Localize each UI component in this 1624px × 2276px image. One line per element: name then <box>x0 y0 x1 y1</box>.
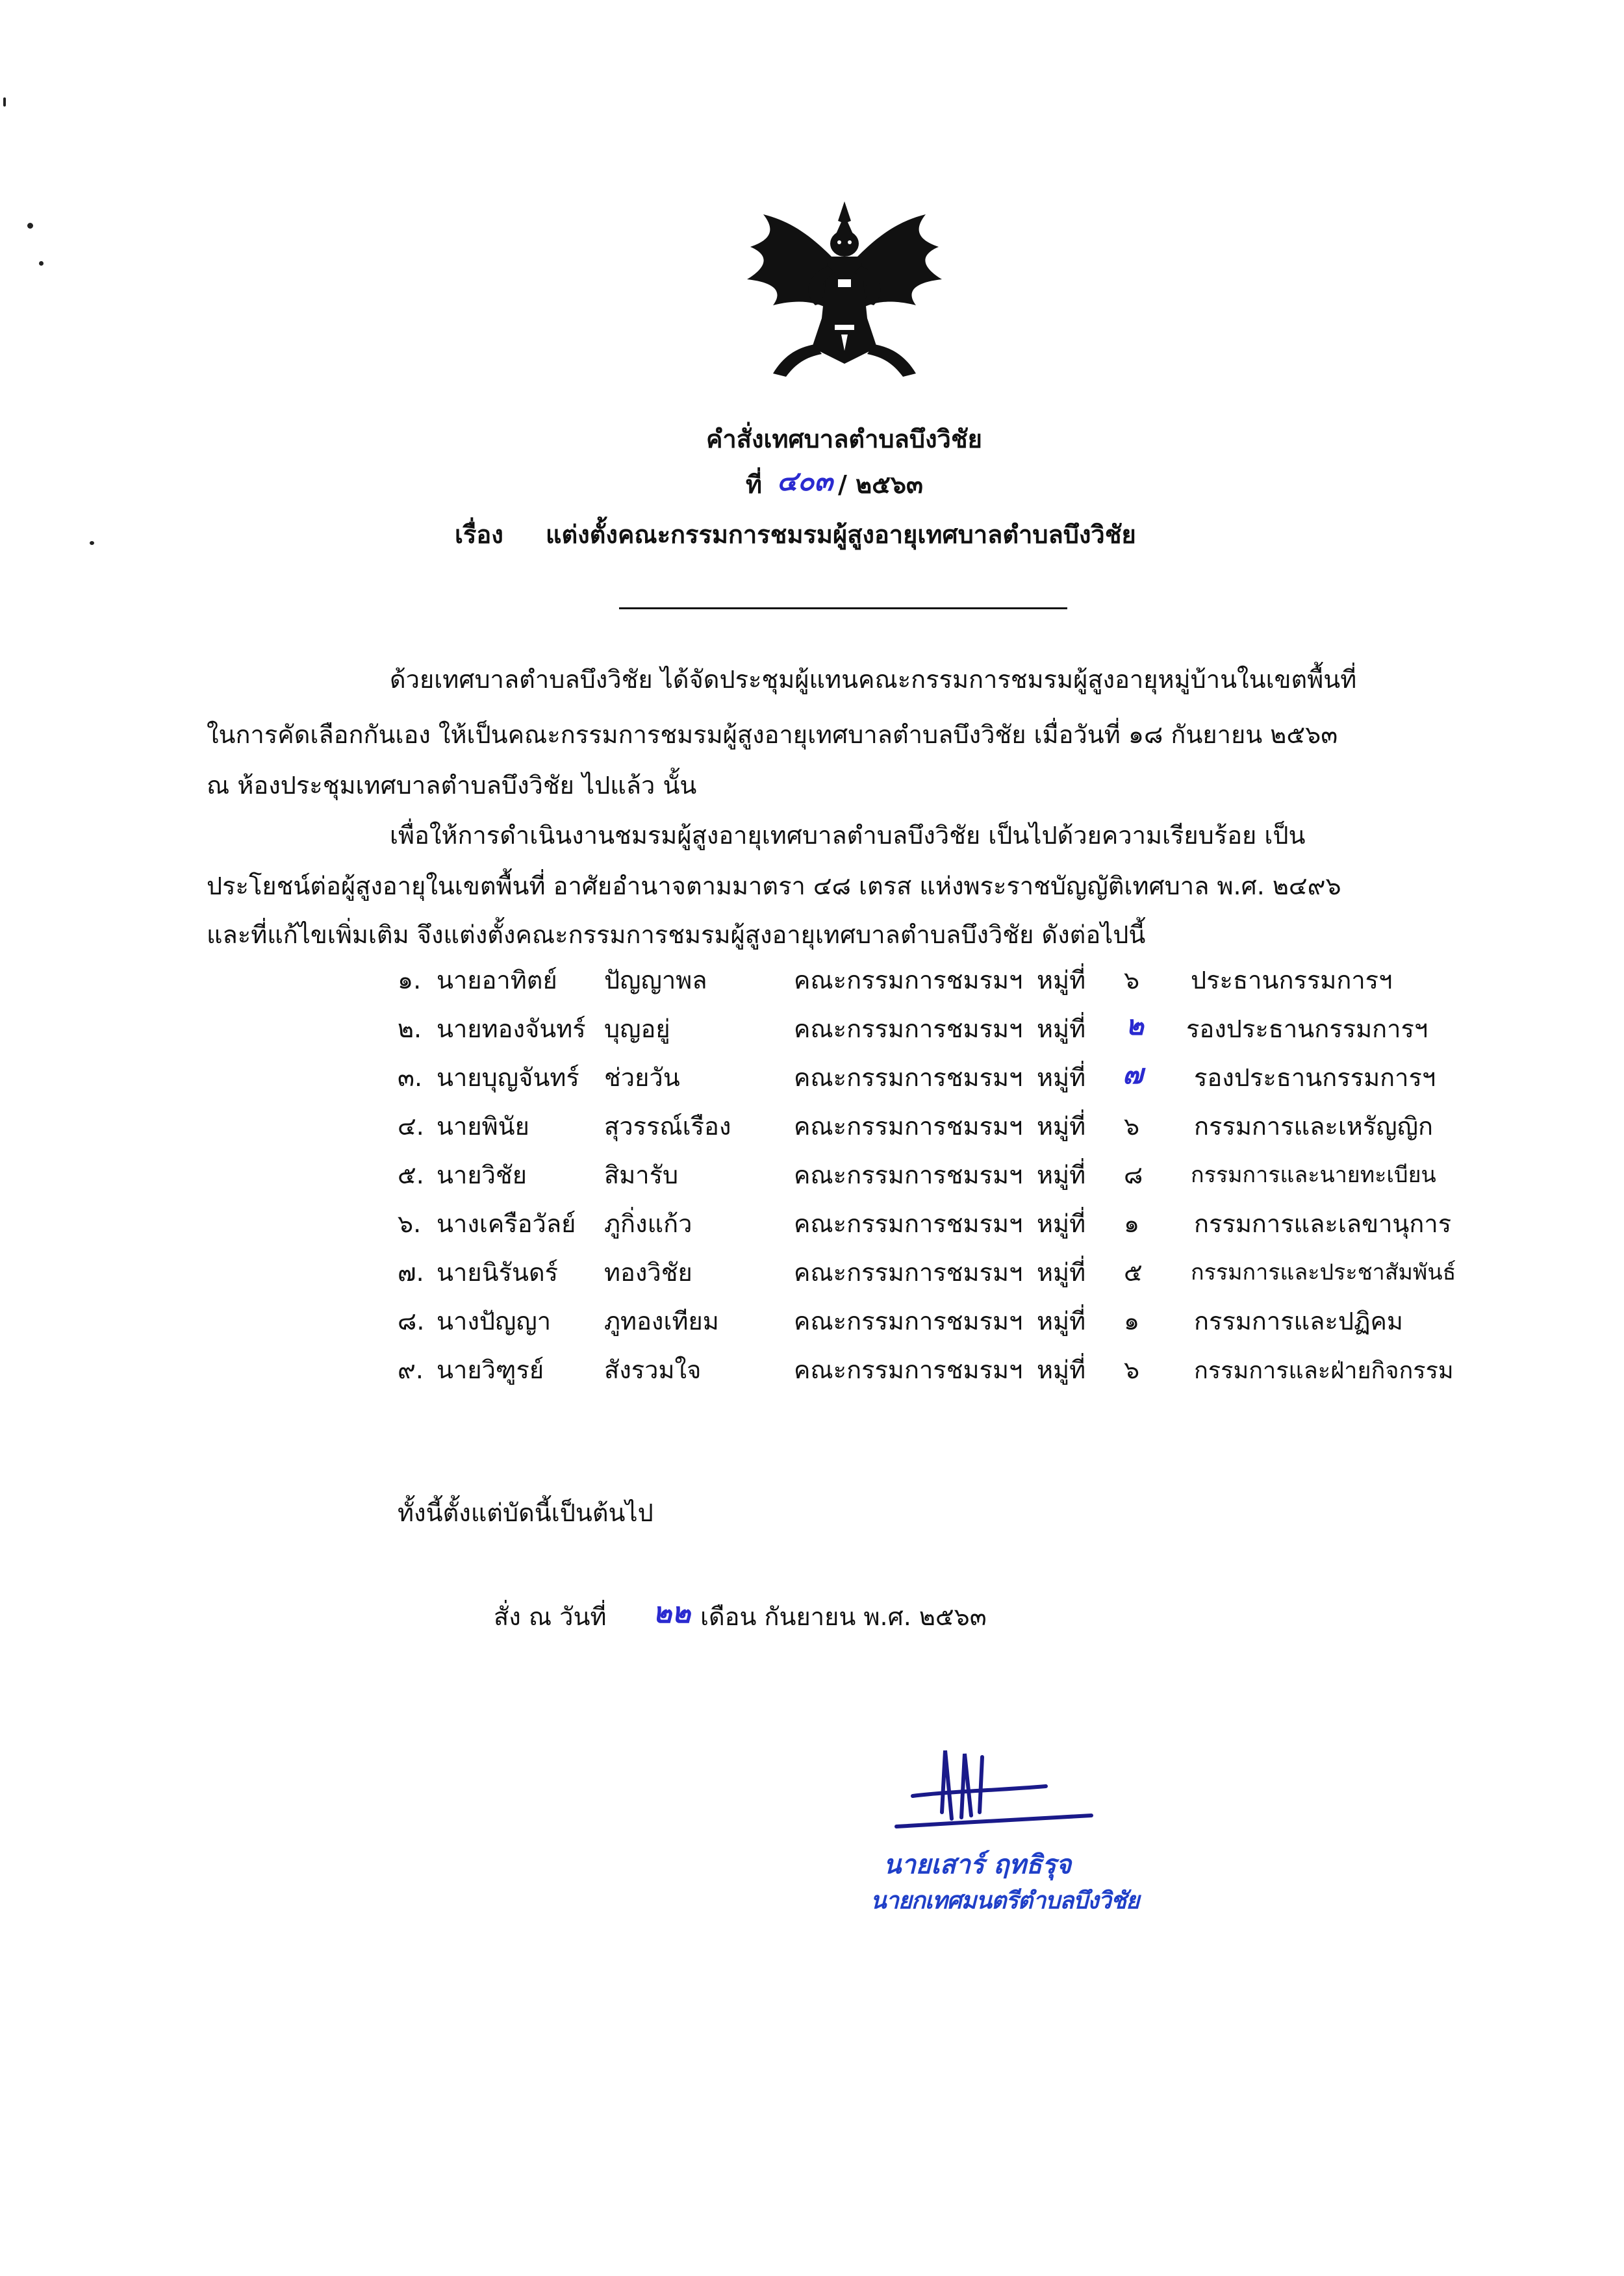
member-first-name: นายวิชัย <box>437 1161 527 1189</box>
member-role: ประธานกรรมการฯ <box>1191 966 1393 994</box>
member-number: ๓. <box>398 1063 423 1092</box>
effective-statement: ทั้งนี้ตั้งแต่บัดนี้เป็นต้นไป <box>398 1498 653 1527</box>
member-role: รองประธานกรรมการฯ <box>1186 1015 1428 1043</box>
member-role: กรรมการและเหรัญญิก <box>1194 1112 1434 1141</box>
member-role: กรรมการและเลขานุการ <box>1194 1209 1452 1238</box>
member-committee: คณะกรรมการชมรมฯ <box>794 1112 1023 1141</box>
member-last-name: ปัญญาพล <box>604 966 707 994</box>
member-village-label: หมู่ที่ <box>1037 1356 1086 1384</box>
member-committee: คณะกรรมการชมรมฯ <box>794 1015 1023 1043</box>
order-number-year: / ๒๕๖๓ <box>838 470 924 499</box>
signer-name: นายเสาร์ ฤทธิรุจ <box>883 1850 1072 1880</box>
order-number-handwritten: ๔๐๓ <box>777 465 833 497</box>
ordered-day-handwritten: ๒๒ <box>653 1597 691 1630</box>
member-village-label: หมู่ที่ <box>1037 1112 1086 1141</box>
member-number: ๙. <box>398 1356 424 1384</box>
member-first-name: นายพินัย <box>437 1112 529 1141</box>
member-committee: คณะกรรมการชมรมฯ <box>794 1161 1023 1189</box>
signer-title: นายกเทศมนตรีตำบลบึงวิชัย <box>870 1888 1139 1914</box>
member-role: รองประธานกรรมการฯ <box>1194 1063 1436 1092</box>
member-committee: คณะกรรมการชมรมฯ <box>794 966 1023 994</box>
member-committee: คณะกรรมการชมรมฯ <box>794 1209 1023 1238</box>
scan-speck <box>39 261 44 266</box>
member-village: ๖ <box>1124 966 1140 994</box>
paragraph-2-line-3: และที่แก้ไขเพิ่มเติม จึงแต่งตั้งคณะกรรมการชมรมผู้สูงอายุเทศบาลตำบลบึงวิชัย ดังต่อไปนี้ <box>207 920 1146 949</box>
member-last-name: สังรวมใจ <box>604 1356 702 1384</box>
member-last-name: ทองวิชัย <box>604 1258 692 1287</box>
member-number: ๗. <box>398 1258 424 1287</box>
member-number: ๖. <box>398 1209 422 1238</box>
header-divider <box>619 607 1067 609</box>
member-village: ๑ <box>1124 1307 1140 1335</box>
scan-speck <box>90 541 94 545</box>
member-village-handwritten: ๗ <box>1123 1058 1143 1090</box>
member-last-name: ภูทองเทียม <box>604 1307 719 1335</box>
member-number: ๔. <box>398 1112 424 1141</box>
member-last-name: บุญอยู่ <box>604 1015 670 1043</box>
paragraph-1-line-1: ด้วยเทศบาลตำบลบึงวิชัย ได้จัดประชุมผู้แทนคณะกรรมการชมรมผู้สูงอายุหมู่บ้านในเขตพื้นที่ <box>390 665 1357 694</box>
member-last-name: สิมารับ <box>604 1161 679 1189</box>
member-village-label: หมู่ที่ <box>1037 966 1086 994</box>
scan-speck <box>27 223 33 229</box>
member-last-name: ภูกิ่งแก้ว <box>604 1209 692 1238</box>
member-village-label: หมู่ที่ <box>1037 1063 1086 1092</box>
member-last-name: ช่วยวัน <box>604 1063 680 1092</box>
member-role: กรรมการและนายทะเบียน <box>1191 1162 1436 1188</box>
order-number-prefix: ที่ <box>746 470 763 499</box>
member-first-name: นายทองจันทร์ <box>437 1015 586 1043</box>
order-title: คำสั่งเทศบาลตำบลบึงวิชัย <box>706 425 982 453</box>
member-last-name: สุวรรณ์เรือง <box>604 1112 731 1141</box>
member-first-name: นายบุญจันทร์ <box>437 1063 579 1092</box>
member-number: ๕. <box>398 1161 424 1189</box>
member-village: ๑ <box>1124 1209 1140 1238</box>
member-number: ๑. <box>398 966 422 994</box>
member-committee: คณะกรรมการชมรมฯ <box>794 1307 1023 1335</box>
member-first-name: นายนิรันดร์ <box>437 1258 559 1287</box>
ordered-date-prefix: สั่ง ณ วันที่ <box>494 1602 607 1631</box>
garuda-emblem-icon <box>737 195 952 390</box>
subject-text: แต่งตั้งคณะกรรมการชมรมผู้สูงอายุเทศบาลตำบลบึงวิชัย <box>546 520 1136 549</box>
member-role: กรรมการและฝ่ายกิจกรรม <box>1194 1358 1454 1384</box>
member-village-label: หมู่ที่ <box>1037 1015 1086 1043</box>
member-role: กรรมการและปฏิคม <box>1194 1307 1403 1335</box>
member-first-name: นายอาทิตย์ <box>437 966 557 994</box>
member-village: ๖ <box>1124 1112 1140 1141</box>
member-village-label: หมู่ที่ <box>1037 1161 1086 1189</box>
scan-speck <box>3 97 6 107</box>
member-village-handwritten: ๒ <box>1126 1009 1144 1041</box>
subject-label: เรื่อง <box>455 520 503 549</box>
member-number: ๒. <box>398 1015 422 1043</box>
member-village: ๘ <box>1124 1161 1143 1189</box>
member-village-label: หมู่ที่ <box>1037 1307 1086 1335</box>
member-committee: คณะกรรมการชมรมฯ <box>794 1063 1023 1092</box>
member-first-name: นายวิฑูรย์ <box>437 1356 544 1384</box>
ordered-date-suffix: เดือน กันยายน พ.ศ. ๒๕๖๓ <box>700 1602 987 1631</box>
member-village: ๖ <box>1124 1356 1140 1384</box>
member-village-label: หมู่ที่ <box>1037 1258 1086 1287</box>
member-committee: คณะกรรมการชมรมฯ <box>794 1258 1023 1287</box>
member-role: กรรมการและประชาสัมพันธ์ <box>1191 1259 1456 1285</box>
paragraph-1-line-3: ณ ห้องประชุมเทศบาลตำบลบึงวิชัย ไปแล้ว นั้น <box>207 771 697 800</box>
member-number: ๘. <box>398 1307 425 1335</box>
paragraph-2-line-2: ประโยชน์ต่อผู้สูงอายุในเขตพื้นที่ อาศัยอำนาจตามมาตรา ๔๘ เตรส แห่งพระราชบัญญัติเทศบาล พ.ศ. ๒๔๙๖ <box>207 872 1341 900</box>
member-village: ๕ <box>1124 1258 1143 1287</box>
member-committee: คณะกรรมการชมรมฯ <box>794 1356 1023 1384</box>
member-first-name: นางเครือวัลย์ <box>437 1209 576 1238</box>
member-village-label: หมู่ที่ <box>1037 1209 1086 1238</box>
member-first-name: นางปัญญา <box>437 1307 552 1335</box>
paragraph-2-line-1: เพื่อให้การดำเนินงานชมรมผู้สูงอายุเทศบาลตำบลบึงวิชัย เป็นไปด้วยความเรียบร้อย เป็น <box>390 821 1306 850</box>
paragraph-1-line-2: ในการคัดเลือกกันเอง ให้เป็นคณะกรรมการชมรมผู้สูงอายุเทศบาลตำบลบึงวิชัย เมื่อวันที่ ๑๘ กันยายน ๒๕๖๓ <box>207 720 1338 749</box>
